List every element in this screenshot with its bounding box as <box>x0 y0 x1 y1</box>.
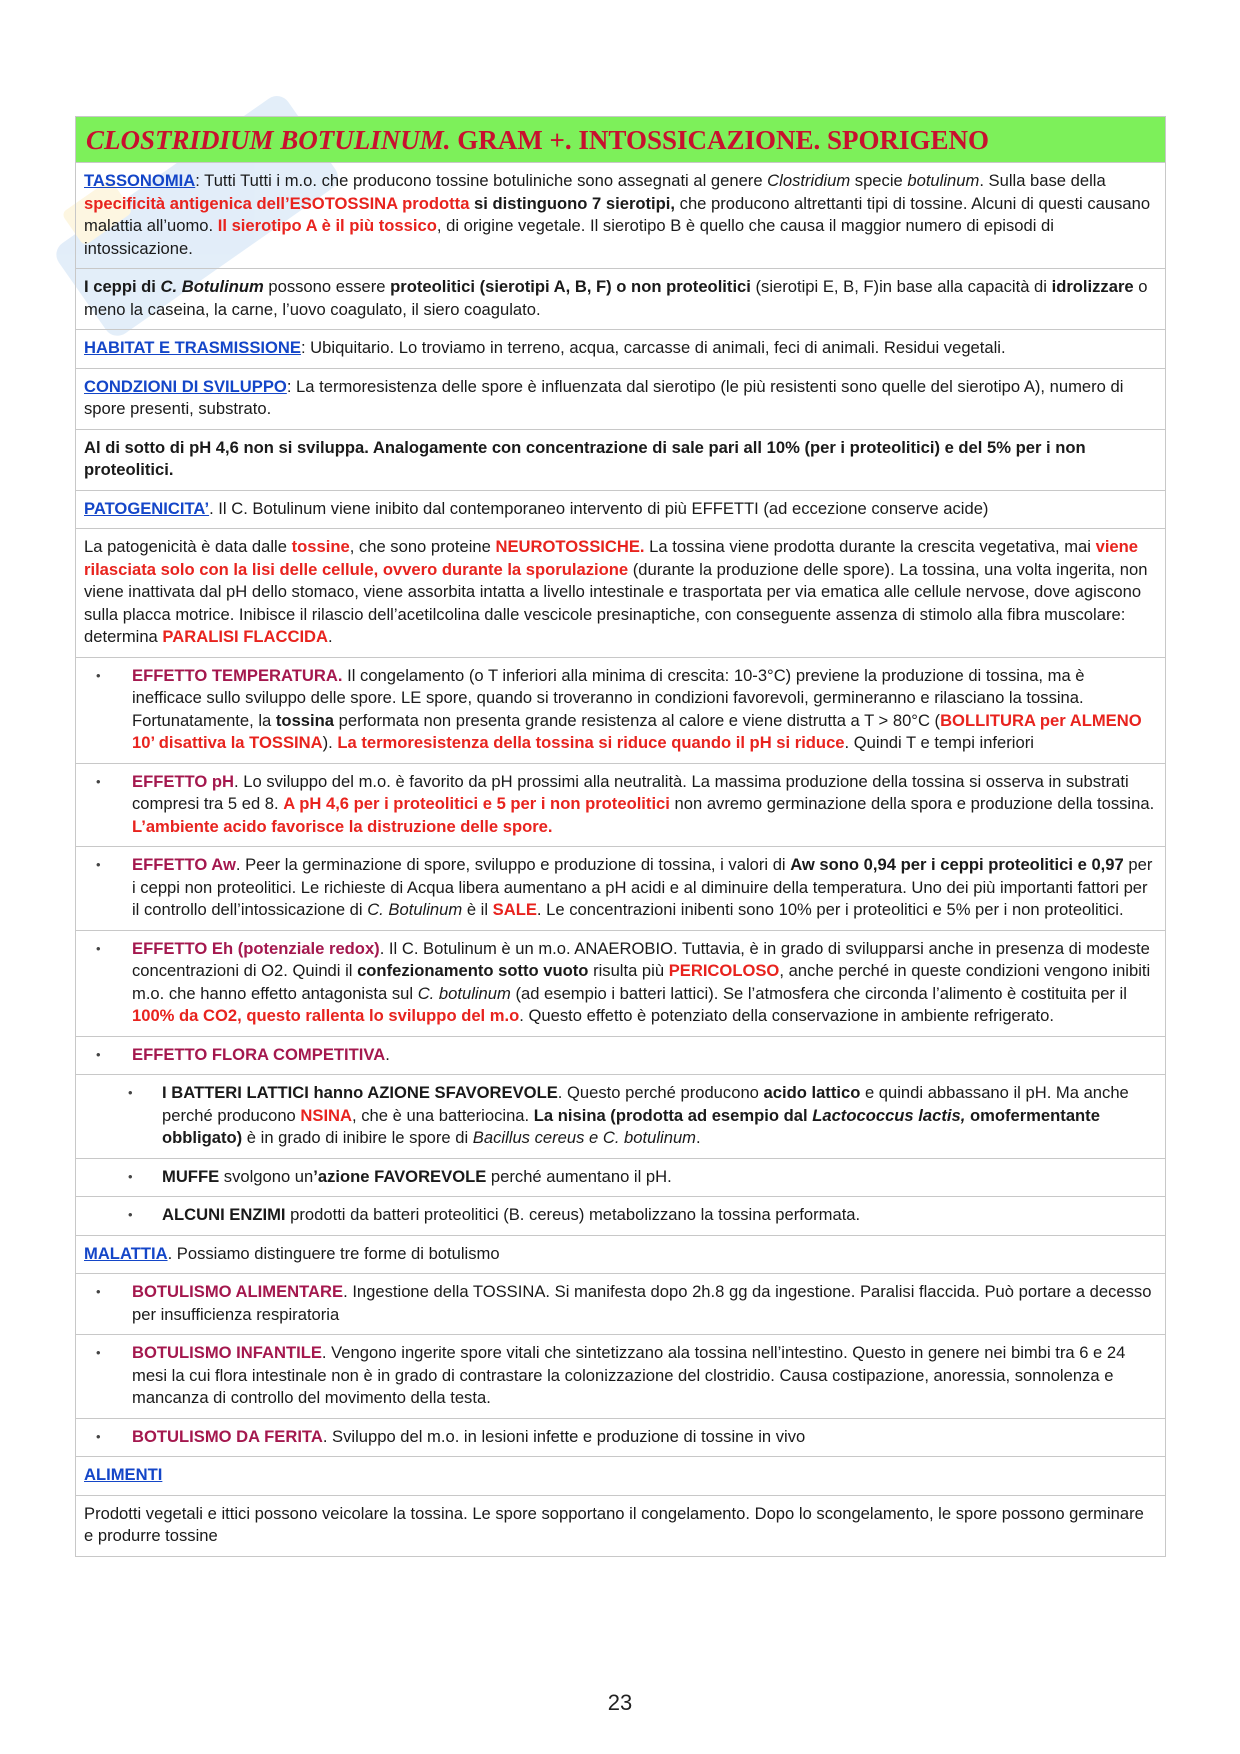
patogenicita-section: PATOGENICITA’. Il C. Botulinum viene inibito dal contemporaneo intervento di più EFFETTI (ad eccezione conserve acide) <box>76 491 1165 530</box>
malattia-section: MALATTIA. Possiamo distinguere tre forme di botulismo <box>76 1236 1165 1275</box>
bullet-icon: • <box>128 1168 133 1184</box>
alcuni-enzimi: • ALCUNI ENZIMI prodotti da batteri proteolitici (B. cereus) metabolizzano la tossina performata. <box>76 1197 1165 1236</box>
habitat-section: HABITAT E TRASMISSIONE: Ubiquitario. Lo troviamo in terreno, acqua, carcasse di animali, feci di animali. Residui vegetali. <box>76 330 1165 369</box>
patogenesi-section: La patogenicità è data dalle tossine, che sono proteine NEUROTOSSICHE. La tossina viene prodotta durante la crescita vegetativa, mai viene rilasciata solo con la lisi delle cellule, ovvero durante la sporulazione (durante la produzione delle spore). La tossina, una volta ingerita, non viene inattivata dal pH dello stomaco, viene assorbita intatta a livello intestinale e trasportata per via ematica alle cellule nervose, dove agiscono sulla placca motrice. Inibisce il rilascio dell’acetilcolina dalle vescicole presinaptiche, con conseguente assenza di stimolo alla fibra muscolare: determina PARALISI FLACCIDA. <box>76 529 1165 658</box>
alimenti-link[interactable]: ALIMENTI <box>84 1465 163 1484</box>
page-number: 23 <box>607 1690 633 1715</box>
effetto-temperatura: • EFFETTO TEMPERATURA. Il congelamento (o T inferiori alla minima di crescita: 10-3°C) previene la produzione di tossina, ma è inefficace sullo sviluppo delle spore. LE spore, quando si troveranno in condizioni favorevoli, germineranno e rilasciano la tossina. Fortunatamente, la tossina performata non presenta grande resistenza al calore e viene distrutta a T > 80°C (BOLLITURA per ALMENO 10’ disattiva la TOSSINA). La termoresistenza della tossina si riduce quando il pH si riduce. Quindi T e tempi inferiori <box>76 658 1165 764</box>
tassonomia-link[interactable]: TASSONOMIA <box>84 171 196 190</box>
tassonomia-section: TASSONOMIA: Tutti Tutti i m.o. che producono tossine botuliniche sono assegnati al genere Clostridium specie botulinum. Sulla base della specificità antigenica dell’ESOTOSSINA prodotta si distinguono 7 sierotipi, che producono altrettanti tipi di tossine. Alcuni di questi causano malattia all’uomo. Il sierotipo A è il più tossico, di origine vegetale. Il sierotipo B è quello che causa il maggior numero di episodi di intossicazione. <box>76 163 1165 269</box>
muffe: • MUFFE svolgono un’azione FAVOREVOLE perché aumentano il pH. <box>76 1159 1165 1198</box>
bullet-icon: • <box>96 940 101 956</box>
condizioni-section: CONDZIONI DI SVILUPPO: La termoresistenza delle spore è influenzata dal sierotipo (le più resistenti sono quelle del sierotipo A), numero di spore presenti, substrato. <box>76 369 1165 430</box>
bullet-icon: • <box>96 857 101 872</box>
malattia-link[interactable]: MALATTIA <box>84 1243 168 1263</box>
alimenti-heading <box>76 1457 1165 1496</box>
bullet-icon: • <box>96 1428 101 1444</box>
effetto-flora: • EFFETTO FLORA COMPETITIVA. <box>76 1037 1165 1076</box>
patogenicita-link[interactable]: PATOGENICITA’ <box>84 498 210 518</box>
effetto-eh: • EFFETTO Eh (potenziale redox). Il C. Botulinum è un m.o. ANAEROBIO. Tuttavia, è in grado di svilupparsi anche in presenza di modeste concentrazioni di O2. Quindi il confezionamento sotto vuoto risulta più PERICOLOSO, anche perché in queste condizioni vengono inibiti m.o. che hanno effetto antagonista sul C. botulinum (ad esempio i batteri lattici). Se l’atmosfera che circonda l’alimento è costituita per il 100% da CO2, questo rallenta lo sviluppo del m.o. Questo effetto è potenziato della conservazione in ambiente refrigerato. <box>76 931 1165 1037</box>
condizioni-link[interactable]: CONDZIONI DI SVILUPPO <box>84 376 287 396</box>
bullet-icon: • <box>96 667 101 683</box>
alimenti-text: Prodotti vegetali e ittici possono veicolare la tossina. Le spore sopportano il congelamento. Dopo lo scongelamento, le spore possono germinare e produrre tossine <box>84 1503 1144 1545</box>
bullet-icon: • <box>128 1207 133 1222</box>
document-table <box>75 116 1166 1557</box>
bullet-icon: • <box>96 1284 101 1299</box>
bullet-icon: • <box>96 773 101 789</box>
botulismo-ferita: • BOTULISMO DA FERITA. Sviluppo del m.o. in lesioni infette e produzione di tossine in vivo <box>76 1419 1165 1458</box>
bullet-icon: • <box>96 1046 101 1062</box>
bullet-icon: • <box>128 1085 133 1100</box>
effetto-aw: • EFFETTO Aw. Peer la germinazione di spore, sviluppo e produzione di tossina, i valori di Aw sono 0,94 per i ceppi proteolitici e 0,97 per i ceppi non proteolitici. Le richieste di Acqua libera aumentano a pH acidi e al diminuire della temperatura. Uno dei più importanti fattori per il controllo dell’intossicazione di C. Botulinum è il SALE. Le concentrazioni inibenti sono 10% per i proteolitici e 5% per i non proteolitici. <box>76 847 1165 931</box>
page-title: CLOSTRIDIUM BOTULINUM. GRAM +. INTOSSICAZIONE. SPORIGENO <box>76 117 1165 163</box>
ceppi-section: I ceppi di C. Botulinum possono essere proteolitici (sierotipi A, B, F) o non proteolitici (sierotipi E, B, F)in base alla capacità di idrolizzare o meno la caseina, la carne, l’uovo coagulato, il siero coagulato. <box>76 269 1165 330</box>
bullet-icon: • <box>96 1345 101 1360</box>
botulismo-infantile: • BOTULISMO INFANTILE. Vengono ingerite spore vitali che sintetizzano ala tossina nell’intestino. Questo in genere nei bimbi tra 6 e 24 mesi la cui flora intestinale non è in grado di contrastare la colonizzazione del clostridio. Causa costipazione, anoressia, sonnolenza e mancanza di controllo del movimento della testa. <box>76 1335 1165 1419</box>
ph-note: Al di sotto di pH 4,6 non si sviluppa. Analogamente con concentrazione di sale pari all 10% (per i proteolitici) e del 5% per i non proteolitici. <box>76 430 1165 491</box>
effetto-ph: • EFFETTO pH. Lo sviluppo del m.o. è favorito da pH prossimi alla neutralità. La massima produzione della tossina si osserva in substrati compresi tra 5 ed 8. A pH 4,6 per i proteolitici e 5 per i non proteolitici non avremo germinazione della spora e produzione della tossina. L’ambiente acido favorisce la distruzione delle spore. <box>76 764 1165 848</box>
batteri-lattici: • I BATTERI LATTICI hanno AZIONE SFAVOREVOLE. Questo perché producono acido lattico e quindi abbassano il pH. Ma anche perché producono NSINA, che è una batteriocina. La nisina (prodotta ad esempio dal Lactococcus lactis, omofermentante obbligato) è in grado di inibire le spore di Bacillus cereus e C. botulinum. <box>76 1075 1165 1159</box>
botulismo-alimentare: • BOTULISMO ALIMENTARE. Ingestione della TOSSINA. Si manifesta dopo 2h.8 gg da ingestione. Paralisi flaccida. Può portare a decesso per insufficienza respiratoria <box>76 1274 1165 1335</box>
habitat-link[interactable]: HABITAT E TRASMISSIONE <box>84 338 301 357</box>
